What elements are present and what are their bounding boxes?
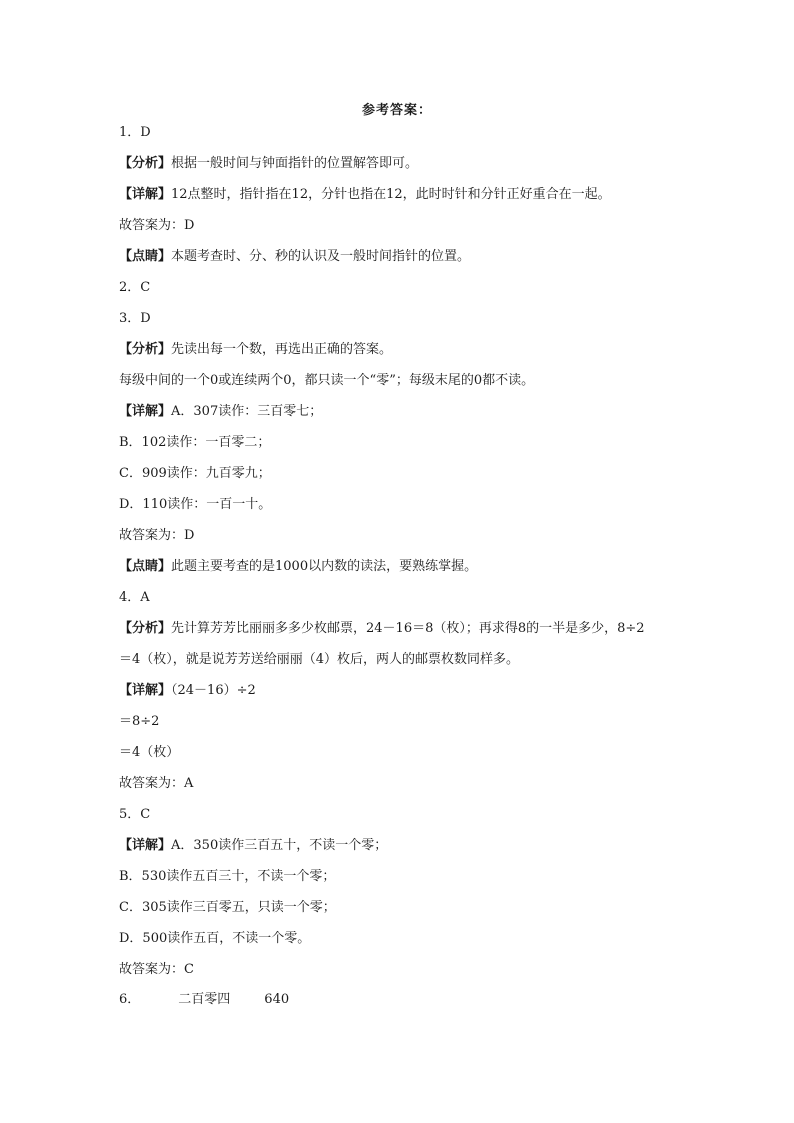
answer-line: [119, 650, 754, 670]
answer-line: [119, 743, 754, 763]
answer-line: [119, 402, 754, 422]
answer-line: [119, 836, 754, 856]
answer-line: [119, 960, 754, 980]
answer-line: [119, 681, 754, 701]
answer-line: [119, 495, 754, 515]
line-text: 本题考查时、分、秒的认识及一般时间指针的位置。: [171, 249, 471, 264]
section-tag: 【详解】: [119, 683, 172, 698]
line-text: ＝4（枚），就是说芳芳送给丽丽（4）枚后，两人的邮票枚数同样多。: [119, 652, 520, 667]
line-text: 故答案为：D: [119, 218, 195, 233]
answer-line: [119, 216, 754, 236]
answer-line: [119, 433, 754, 453]
section-tag: 【分析】: [119, 342, 172, 357]
line-text: B．530读作五百三十，不读一个零；: [119, 869, 336, 884]
line-text: 先计算芳芳比丽丽多多少枚邮票，24－16＝8（枚）；再求得8的一半是多少，8÷2: [171, 621, 645, 636]
section-tag: 【详解】: [119, 838, 172, 853]
line-text: A．350读作三百五十，不读一个零；: [171, 838, 388, 853]
answer-line: [119, 867, 754, 887]
answer-line: [119, 805, 754, 825]
fill-answer-2: 640: [264, 992, 290, 1007]
line-text: 此题主要考查的是1000以内数的读法，要熟练掌握。: [171, 559, 478, 574]
line-text: 每级中间的一个0或连续两个0，都只读一个“零”；每级末尾的0都不读。: [119, 373, 535, 388]
answer-line: [119, 619, 754, 639]
section-tag: 【分析】: [119, 621, 172, 636]
question-number: 6．: [119, 992, 141, 1007]
answer-line: [119, 247, 754, 267]
line-text: C．909读作：九百零九；: [119, 466, 271, 481]
answer-line: [119, 557, 754, 577]
answer-line-6: [119, 990, 754, 1010]
answer-line: [119, 309, 754, 329]
line-text: （24－16）÷2: [171, 683, 256, 698]
line-text: 故答案为：D: [119, 528, 195, 543]
line-text: C．305读作三百零五，只读一个零；: [119, 900, 336, 915]
line-text: 4．A: [119, 590, 150, 605]
answer-line: [119, 371, 754, 391]
section-tag: 【详解】: [119, 404, 172, 419]
section-tag: 【详解】: [119, 187, 172, 202]
answer-line: [119, 712, 754, 732]
section-tag: 【点睛】: [119, 249, 172, 264]
answer-line: [119, 123, 754, 143]
line-text: 故答案为：C: [119, 962, 194, 977]
answer-line: [119, 898, 754, 918]
line-text: A．307读作：三百零七；: [171, 404, 323, 419]
line-text: 故答案为：A: [119, 776, 194, 791]
line-text: D．110读作：一百一十。: [119, 497, 272, 512]
answer-line: [119, 526, 754, 546]
line-text: 根据一般时间与钟面指针的位置解答即可。: [171, 156, 419, 171]
line-text: 先读出每一个数，再选出正确的答案。: [171, 342, 393, 357]
answer-line: [119, 340, 754, 360]
line-text: ＝8÷2: [119, 714, 160, 729]
section-tag: 【分析】: [119, 156, 172, 171]
fill-answer-1: 二百零四: [178, 992, 231, 1007]
answer-line: [119, 185, 754, 205]
answer-line: [119, 154, 754, 174]
line-text: 2．C: [119, 280, 151, 295]
line-text: D．500读作五百，不读一个零。: [119, 931, 311, 946]
answer-line: [119, 774, 754, 794]
line-text: 5．C: [119, 807, 151, 822]
answer-line: [119, 588, 754, 608]
line-text: 3．D: [119, 311, 151, 326]
line-text: ＝4（枚）: [119, 745, 180, 760]
line-text: 1．D: [119, 125, 151, 140]
section-tag: 【点睛】: [119, 559, 172, 574]
answer-line: [119, 464, 754, 484]
answer-line: [119, 929, 754, 949]
page-title: 参考答案：: [361, 103, 432, 118]
line-text: 12点整时，指针指在12，分针也指在12，此时时针和分针正好重合在一起。: [171, 187, 611, 202]
answer-line: [119, 278, 754, 298]
line-text: B．102读作：一百零二；: [119, 435, 271, 450]
